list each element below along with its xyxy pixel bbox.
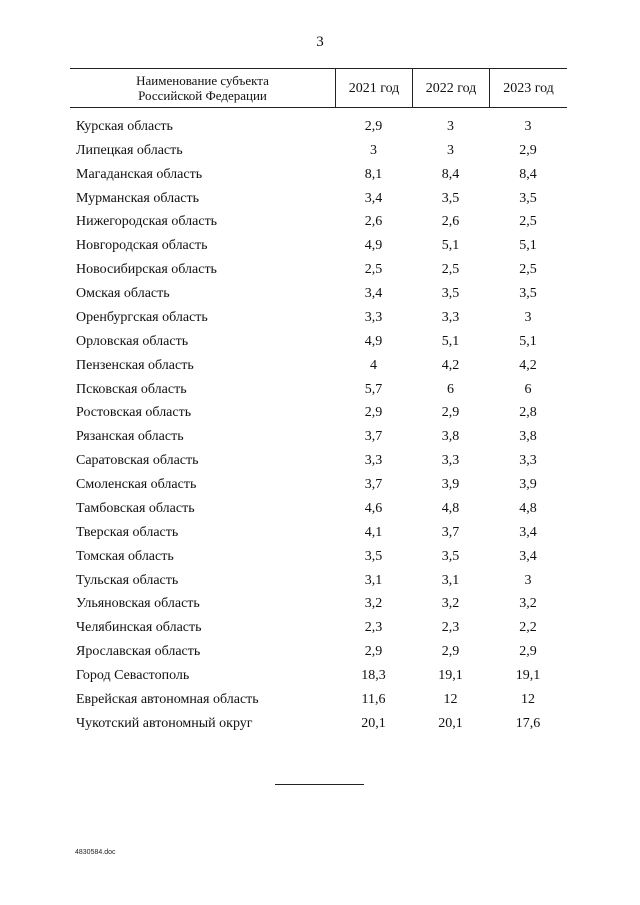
value-cell: 18,3 <box>361 668 386 684</box>
region-name: Тверская область <box>76 524 179 540</box>
value-cell: 3,8 <box>441 429 460 445</box>
value-cell: 4,1 <box>364 524 383 540</box>
page-number: 3 <box>316 34 324 50</box>
value-cell: 3,1 <box>364 572 383 588</box>
value-cell: 3,3 <box>364 309 383 325</box>
document-id: 4830584.doc <box>75 849 116 856</box>
table-row <box>70 354 567 378</box>
header-name-line1: Наименование субъекта <box>136 73 269 88</box>
table-row <box>70 545 567 569</box>
table-row <box>70 640 567 664</box>
value-cell: 8,1 <box>364 166 383 182</box>
region-name: Томская область <box>76 548 174 564</box>
table-row <box>70 616 567 640</box>
value-cell: 3,1 <box>441 572 460 588</box>
region-name: Чукотский автономный округ <box>76 715 253 731</box>
table-row <box>70 378 567 402</box>
table-body <box>70 115 567 736</box>
value-cell: 2,9 <box>364 118 383 134</box>
region-name: Нижегородская область <box>76 214 218 230</box>
value-cell: 5,1 <box>519 238 537 254</box>
value-cell: 3,3 <box>441 453 460 469</box>
header-name-line2: Российской Федерации <box>138 88 267 103</box>
value-cell: 2,5 <box>364 262 383 278</box>
value-cell: 12 <box>521 691 535 707</box>
region-name: Саратовская область <box>76 453 199 469</box>
header-year-2022: 2022 год <box>412 69 489 107</box>
table-row <box>70 521 567 545</box>
table-row <box>70 139 567 163</box>
value-cell: 3,4 <box>519 548 537 564</box>
value-cell: 3 <box>447 118 454 134</box>
value-cell: 3 <box>524 118 532 134</box>
value-cell: 2,9 <box>519 142 537 158</box>
value-cell: 3,2 <box>519 596 537 612</box>
value-cell: 3,8 <box>519 429 537 445</box>
value-cell: 4,8 <box>441 500 460 516</box>
value-cell: 20,1 <box>361 715 386 731</box>
region-name: Псковская область <box>76 381 187 397</box>
value-cell: 3 <box>370 142 377 158</box>
value-cell: 3,7 <box>364 477 383 493</box>
table-row <box>70 664 567 688</box>
value-cell: 3,2 <box>364 596 383 612</box>
region-name: Челябинская область <box>76 620 202 636</box>
value-cell: 2,3 <box>441 620 460 636</box>
table-row <box>70 306 567 330</box>
table-row <box>70 282 567 306</box>
value-cell: 8,4 <box>441 166 460 182</box>
value-cell: 3 <box>524 572 532 588</box>
value-cell: 5,7 <box>364 381 383 397</box>
table-row <box>70 211 567 235</box>
table-row <box>70 187 567 211</box>
value-cell: 4,9 <box>364 333 383 349</box>
value-cell: 3,4 <box>364 190 383 206</box>
value-cell: 2,6 <box>441 214 460 230</box>
region-name: Тамбовская область <box>76 500 195 516</box>
value-cell: 8,4 <box>519 166 537 182</box>
table-row <box>70 402 567 426</box>
value-cell: 3 <box>524 309 532 325</box>
region-name: Липецкая область <box>76 142 183 158</box>
table-row <box>70 449 567 473</box>
value-cell: 3,5 <box>364 548 383 564</box>
value-cell: 4,2 <box>441 357 460 373</box>
table-row <box>70 569 567 593</box>
value-cell: 2,9 <box>519 644 537 660</box>
value-cell: 5,1 <box>441 333 460 349</box>
table-row <box>70 688 567 712</box>
value-cell: 6 <box>524 381 532 397</box>
table-row <box>70 473 567 497</box>
value-cell: 3 <box>447 142 454 158</box>
value-cell: 3,5 <box>441 548 460 564</box>
value-cell: 5,1 <box>441 238 460 254</box>
value-cell: 19,1 <box>438 668 463 684</box>
value-cell: 2,3 <box>364 620 383 636</box>
value-cell: 3,5 <box>441 190 460 206</box>
value-cell: 2,9 <box>364 405 383 421</box>
value-cell: 2,9 <box>441 644 460 660</box>
region-name: Новосибирская область <box>76 262 217 278</box>
region-name: Магаданская область <box>76 166 203 182</box>
table-row <box>70 497 567 521</box>
value-cell: 4,8 <box>519 500 537 516</box>
region-name: Пензенская область <box>76 357 194 373</box>
value-cell: 17,6 <box>515 715 541 731</box>
value-cell: 2,5 <box>519 214 537 230</box>
value-cell: 3,2 <box>441 596 460 612</box>
value-cell: 3,3 <box>441 309 460 325</box>
value-cell: 2,5 <box>441 262 460 278</box>
table-header <box>70 68 567 108</box>
region-name: Ярославская область <box>76 644 201 660</box>
region-name: Оренбургская область <box>76 309 208 325</box>
header-year-2021: 2021 год <box>335 69 412 107</box>
region-name: Орловская область <box>76 333 189 349</box>
value-cell: 4,6 <box>364 500 383 516</box>
region-name: Еврейская автономная область <box>76 691 259 707</box>
value-cell: 3,7 <box>364 429 383 445</box>
value-cell: 2,9 <box>441 405 460 421</box>
region-name: Город Севастополь <box>76 668 190 684</box>
region-name: Ростовская область <box>76 405 192 421</box>
region-name: Новгородская область <box>76 238 208 254</box>
value-cell: 6 <box>447 381 454 397</box>
value-cell: 3,7 <box>441 524 460 540</box>
table-row <box>70 163 567 187</box>
header-region-name <box>70 69 335 107</box>
table-row <box>70 330 567 354</box>
value-cell: 3,4 <box>364 286 383 302</box>
table-row <box>70 234 567 258</box>
value-cell: 20,1 <box>438 715 463 731</box>
table-row <box>70 115 567 139</box>
region-name: Тульская область <box>76 572 179 588</box>
value-cell: 2,2 <box>519 620 537 636</box>
region-name: Рязанская область <box>76 429 184 445</box>
value-cell: 3,9 <box>441 477 460 493</box>
value-cell: 4,2 <box>519 357 537 373</box>
region-name: Мурманская область <box>76 190 200 206</box>
end-divider <box>275 784 364 785</box>
value-cell: 3,5 <box>441 286 460 302</box>
table-row <box>70 712 567 736</box>
value-cell: 3,3 <box>519 453 537 469</box>
value-cell: 3,5 <box>519 190 537 206</box>
value-cell: 3,4 <box>519 524 537 540</box>
value-cell: 5,1 <box>519 333 537 349</box>
table-row <box>70 258 567 282</box>
value-cell: 2,8 <box>519 405 537 421</box>
region-name: Ульяновская область <box>76 596 200 612</box>
value-cell: 2,6 <box>364 214 383 230</box>
table-row <box>70 425 567 449</box>
value-cell: 4,9 <box>364 238 383 254</box>
value-cell: 3,9 <box>519 477 537 493</box>
region-name: Смоленская область <box>76 477 197 493</box>
value-cell: 19,1 <box>515 668 541 684</box>
value-cell: 3,3 <box>364 453 383 469</box>
value-cell: 3,5 <box>519 286 537 302</box>
value-cell: 2,9 <box>364 644 383 660</box>
header-year-2023: 2023 год <box>489 69 567 107</box>
region-name: Курская область <box>76 118 173 134</box>
value-cell: 2,5 <box>519 262 537 278</box>
region-name: Омская область <box>76 286 170 302</box>
table-row <box>70 593 567 617</box>
value-cell: 4 <box>370 357 377 373</box>
value-cell: 11,6 <box>361 691 386 707</box>
value-cell: 12 <box>443 691 458 707</box>
